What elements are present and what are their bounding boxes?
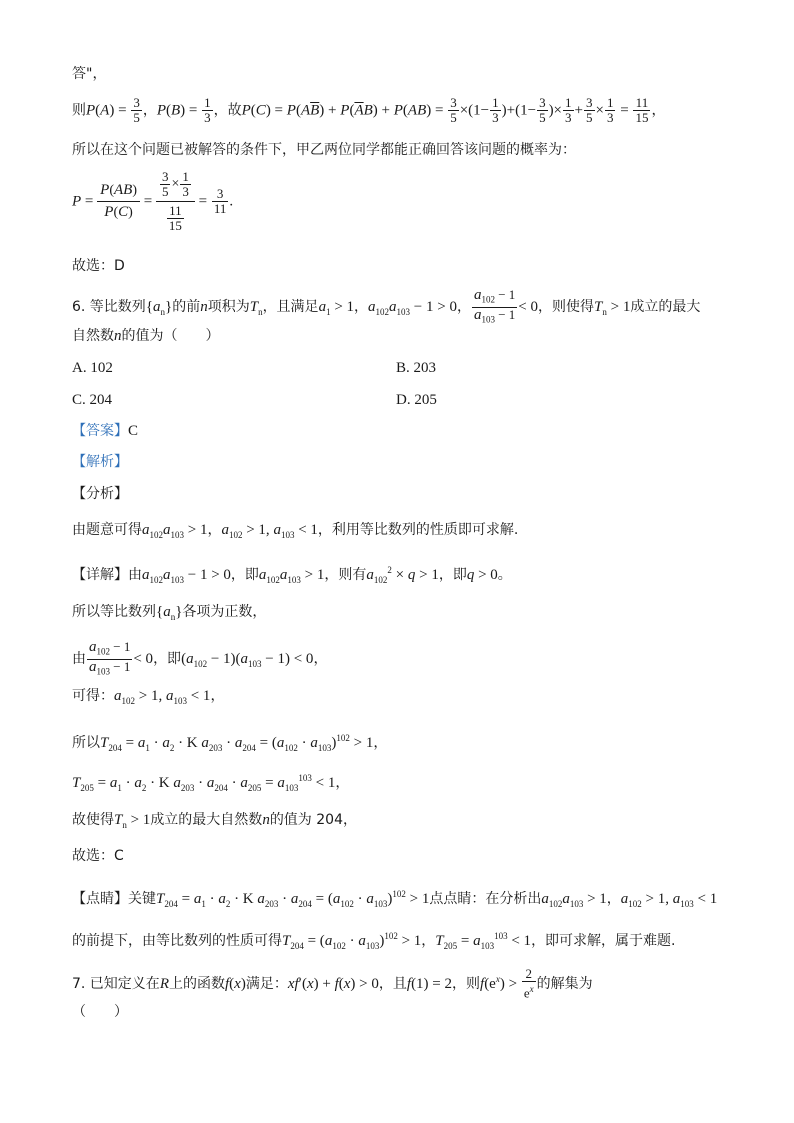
text: 6. 等比数列 <box>72 299 146 316</box>
detail-tag: 【详解】 <box>72 567 128 583</box>
text: 的前 <box>172 299 201 316</box>
text-line <box>72 64 106 84</box>
text: ，则使得 <box>538 299 595 316</box>
text: 由题意可得 <box>72 522 142 538</box>
conditional-probability-formula: P = $\frac{P(AB)}{P(C)}$ = $\frac{3}{5}$ × $\frac{1}{3}$ $\frac{11}{15}$ = $\frac{3}{11}$ . <box>72 169 234 233</box>
t205-line: $T_{205} = a_1 \cdot a_2 \cdot K$ $a_{203} \cdot a_{204} \cdot a_{205} = a_{103}^{103} < 1$， <box>72 773 350 793</box>
analysis-line <box>72 452 128 472</box>
option-d: D. 205 <box>396 392 437 408</box>
text: 自然数 <box>72 328 114 344</box>
dianjing-line: 【点睛】关键$T_{204} = a_1 \cdot a_2 \cdot K$ $a_{203} \cdot a_{204} = (a_{102} \cdot a_{103})^{102} > 1$点点睛：在分析出$a_{102}a_{103} > 1$，$a_{102} > 1$, $a_{103} < 1$ <box>72 889 718 909</box>
question-6: 6. 等比数列$\{a_n\}$的前n项积为$T_n$，且满足$a_1 > 1$，$a_{102}a_{103} - 1 > 0$， $\frac{a_{102} - 1}{a_{103} - 1}$ < 0，则使得$T_n > 1$成立的最大 <box>72 287 701 325</box>
t204-line: 所以$T_{204} = a_1 \cdot a_2 \cdot K$ $a_{203} \cdot a_{204} = (a_{102} \cdot a_{103})^{102} > 1$， <box>72 733 388 753</box>
text: 项积为 <box>207 299 250 316</box>
fenxi-line: 由题意可得$a_{102}a_{103} > 1$，$a_{102} > 1$, $a_{103} < 1$，利用等比数列的性质即可求解. <box>72 522 519 540</box>
text: 则 <box>72 102 86 119</box>
positive-line: 所以等比数列$\{a_n\}$各项为正数， <box>72 604 267 622</box>
probability-line: 则P(A) = $\frac{3}{5}$ ，P(B) = $\frac{1}{3}$ ，故$P(C) = P(A\overline{B}) + P(\overline{A}B) + P(AB)$ = $\frac{3}{5}$ ×(1− $\frac{1}{3}$ )+(1− $\frac{3}{5}$ )× $\frac{1}{3}$ + $\frac{3}{5}$ × $\frac{1}{3}$ = $\frac{11}{15}$ ， <box>72 95 666 125</box>
text: 答"， <box>72 66 107 82</box>
text: 的值为（ ） <box>121 328 220 344</box>
text: 所以在这个问题已被解答的条件下，甲乙两位同学都能正确回答该问题的概率为： <box>72 142 576 158</box>
text: ，且满足 <box>262 299 319 316</box>
answer-value: C <box>128 423 139 439</box>
answer-tag: 【答案】 <box>72 423 128 439</box>
fenxi-tag: 【分析】 <box>72 486 128 502</box>
dianjing-tag: 【点睛】 <box>72 891 128 907</box>
text: ，利用等比数列的性质即可求解. <box>317 522 519 538</box>
answer-line <box>72 421 138 441</box>
choose-line: 故选：C <box>72 848 124 864</box>
by-line: 由 $\frac{a_{102} - 1}{a_{103} - 1}$ < 0，即$(a_{102} - 1)(a_{103} - 1) < 0$， <box>72 639 328 677</box>
get-line: 可得：$a_{102} > 1$, $a_{103} < 1$， <box>72 688 225 706</box>
text: 成立的最大 <box>630 299 701 316</box>
detail-line: 【详解】由$a_{102}a_{103} - 1 > 0$，即$a_{102}a_{103} > 1$，则有$a_{102}^2 \times q > 1$，即q > 0。 <box>72 565 512 585</box>
dianjing-line2: 的前提下，由等比数列的性质可得$T_{204} = (a_{102} \cdot a_{103})^{102} > 1$，$T_{205} = a_{103}^{103} < 1$，即可求解，属于难题. <box>72 931 676 951</box>
option-c: C. 204 <box>72 392 113 408</box>
fenxi-tag-line <box>72 484 128 504</box>
question-6-line2: 自然数n的值为（ ） <box>72 328 220 344</box>
text: 故选：D <box>72 258 125 274</box>
option-b: B. 203 <box>396 360 437 376</box>
question-7: 7. 已知定义在R上的函数f(x)满足：xf′(x) + f(x) > 0，且f(1) = 2，则$f(e^x)$ > $\frac{2}{e^x}$ 的解集为 <box>72 966 593 1001</box>
question-7-line2: （ ） <box>72 1004 128 1020</box>
final-line: 故使得$T_n > 1$成立的最大自然数n的值为 204， <box>72 812 357 830</box>
text-line <box>72 140 576 160</box>
text-line <box>72 256 125 276</box>
option-a: A. 102 <box>72 360 113 376</box>
analysis-tag: 【解析】 <box>72 454 128 470</box>
